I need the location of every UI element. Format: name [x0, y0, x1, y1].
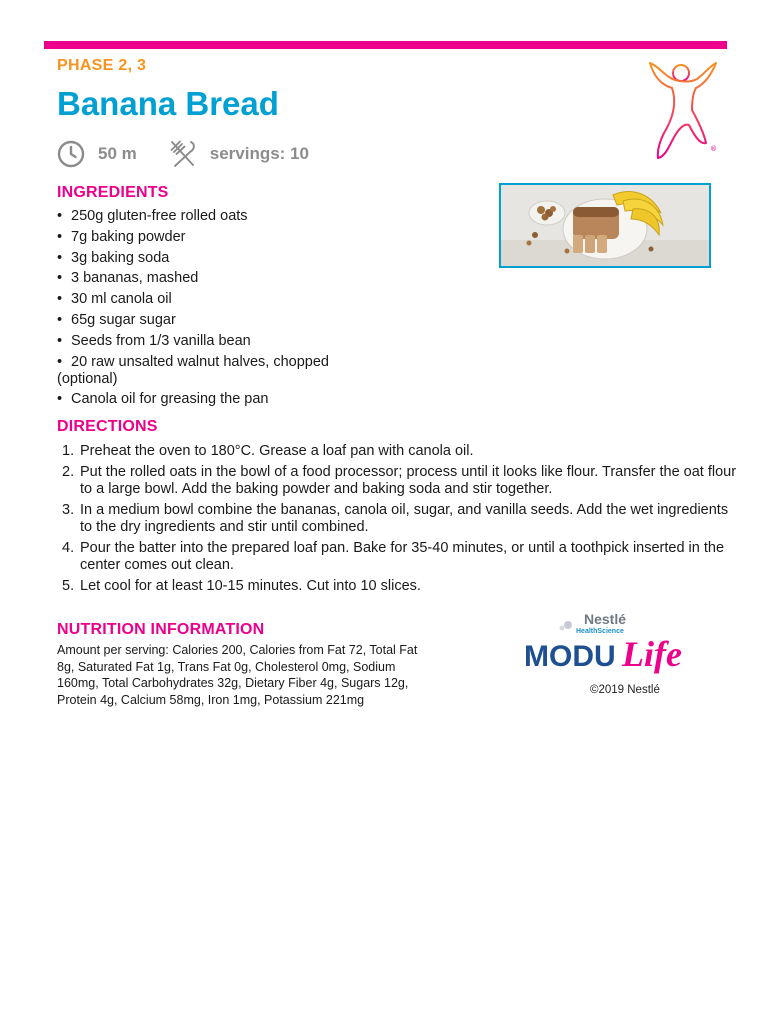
- list-item: • 3 bananas, mashed: [57, 270, 199, 287]
- servings: servings: 10: [209, 144, 309, 163]
- modu-wordmark: MODU: [524, 640, 616, 673]
- utensils-icon: [169, 139, 197, 169]
- list-item: 5. Let cool for at least 10-15 minutes. Cut into 10 slices.: [62, 578, 421, 594]
- copyright: ©2019 Nestlé: [590, 684, 660, 696]
- list-item: 2. Put the rolled oats in the bowl of a food processor; process until it looks like flour. Transfer the oat flour to a large bowl. Add the baking powder and baking soda and stir together.: [62, 464, 737, 497]
- figure-logo-icon: [642, 55, 720, 165]
- top-accent-bar: [44, 41, 727, 49]
- list-item: • Canola oil for greasing the pan: [57, 391, 269, 408]
- list-item: • 20 raw unsalted walnut halves, chopped (optional): [57, 353, 329, 387]
- banana-bread-photo: [499, 183, 711, 268]
- nestle-wordmark: Nestlé: [584, 611, 627, 627]
- life-wordmark: Life: [622, 634, 682, 674]
- list-item: • 250g gluten-free rolled oats: [57, 208, 248, 224]
- clock-icon: [57, 140, 85, 168]
- list-item: • 3g baking soda: [57, 249, 170, 266]
- list-item: • 30 ml canola oil: [57, 291, 172, 308]
- list-item: 1. Preheat the oven to 180°C. Grease a loaf pan with canola oil.: [62, 443, 474, 459]
- list-item: • 7g baking powder: [57, 228, 186, 245]
- ingredients-heading: INGREDIENTS: [57, 184, 169, 201]
- health-science-wordmark: HealthScience: [576, 628, 624, 635]
- ingredients-list: [57, 208, 387, 412]
- list-item: 4. Pour the batter into the prepared loaf pan. Bake for 35-40 minutes, or until a toothpick inserted in the center comes out clean.: [62, 540, 725, 573]
- page-title: Banana Bread: [57, 85, 279, 122]
- recipe-meta: [57, 138, 309, 170]
- nutrition-heading: NUTRITION INFORMATION: [57, 621, 265, 638]
- list-item: • Seeds from 1/3 vanilla bean: [57, 332, 251, 349]
- list-item: • 65g sugar sugar: [57, 311, 176, 328]
- nestle-modulife-logo: [522, 608, 712, 678]
- svg-text:®: ®: [710, 145, 717, 153]
- directions-list: [57, 443, 737, 599]
- prep-time: 50 m: [98, 144, 137, 163]
- list-item: 3. In a medium bowl combine the bananas, canola oil, sugar, and vanilla seeds. Add the wet ingredients to the dry ingredients and stir until combined.: [62, 502, 729, 535]
- phase-label: PHASE 2, 3: [57, 57, 147, 74]
- directions-heading: DIRECTIONS: [57, 418, 158, 435]
- nutrition-text: Amount per serving: Calories 200, Calories from Fat 72, Total Fat 8g, Saturated Fat 1g, Trans Fat 0g, Cholesterol 0mg, Sodium 160mg, Total Carbohydrates 32g, Dietary Fiber 4g, Sugars 12g, Protein 4g, Calcium 58mg, Iron 1mg, Potassium 221mg: [57, 643, 418, 708]
